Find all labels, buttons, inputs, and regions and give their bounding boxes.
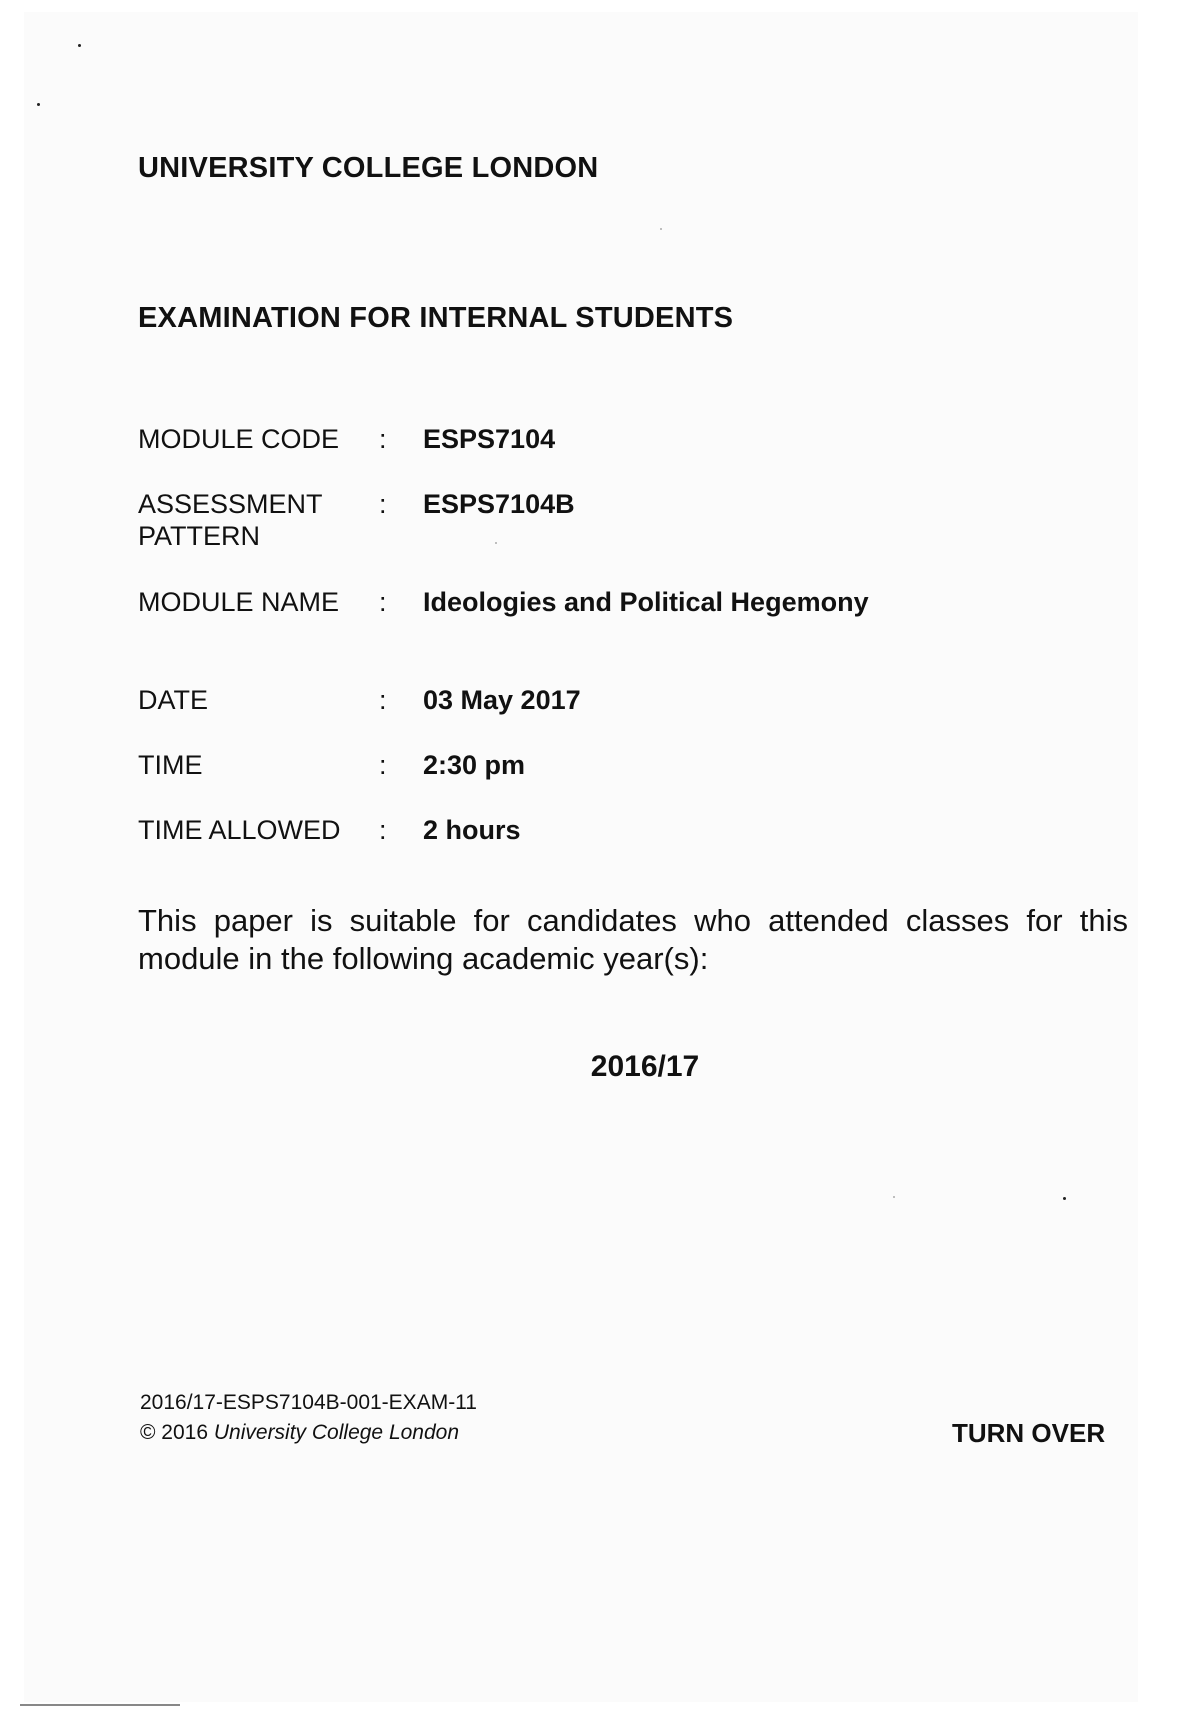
time-allowed-value: 2 hours: [423, 815, 521, 845]
module-name-row: [138, 586, 1038, 626]
date-row: [138, 684, 1038, 724]
exam-type-title: EXAMINATION FOR INTERNAL STUDENTS: [138, 302, 734, 334]
date-value: 03 May 2017: [423, 685, 581, 715]
separator: :: [379, 587, 387, 617]
assessment-pattern-row: [138, 488, 1038, 551]
module-code-value: ESPS7104: [423, 424, 556, 454]
paper-reference: 2016/17-ESPS7104B-001-EXAM-11: [140, 1391, 477, 1414]
suitability-statement: This paper is suitable for candidates who attended classes for this module in the following academic year(s):: [138, 903, 1128, 976]
time-row: [138, 749, 1038, 789]
module-name-label: MODULE NAME: [138, 587, 340, 617]
scan-speck: [37, 103, 40, 106]
scan-speck: [660, 228, 662, 230]
module-code-label: MODULE CODE: [138, 424, 340, 454]
module-code-row: [138, 423, 1038, 463]
separator: :: [379, 815, 387, 845]
time-allowed-label: TIME ALLOWED: [138, 815, 341, 845]
copyright-notice: [140, 1421, 459, 1445]
separator: :: [379, 750, 387, 780]
scan-speck: [78, 44, 81, 47]
scan-edge-line: [20, 1704, 180, 1706]
academic-year: 2016/17: [590, 1050, 700, 1083]
copyright-owner: University College London: [213, 1421, 460, 1444]
institution-title: UNIVERSITY COLLEGE LONDON: [138, 152, 599, 184]
assessment-pattern-label: ASSESSMENT PATTERN: [138, 489, 323, 551]
assessment-pattern-value: ESPS7104B: [423, 489, 575, 519]
module-name-value: Ideologies and Political Hegemony: [423, 587, 869, 617]
time-label: TIME: [138, 750, 203, 780]
scan-speck: [893, 1196, 895, 1198]
turn-over-note: TURN OVER: [952, 1418, 1106, 1448]
time-allowed-row: [138, 814, 1038, 854]
time-value: 2:30 pm: [423, 750, 526, 780]
scan-speck: [1063, 1197, 1066, 1200]
date-label: DATE: [138, 685, 209, 715]
scan-speck: [495, 542, 497, 544]
copyright-prefix: © 2016: [140, 1421, 209, 1444]
separator: :: [379, 424, 387, 454]
separator: :: [379, 489, 387, 519]
separator: :: [379, 685, 387, 715]
